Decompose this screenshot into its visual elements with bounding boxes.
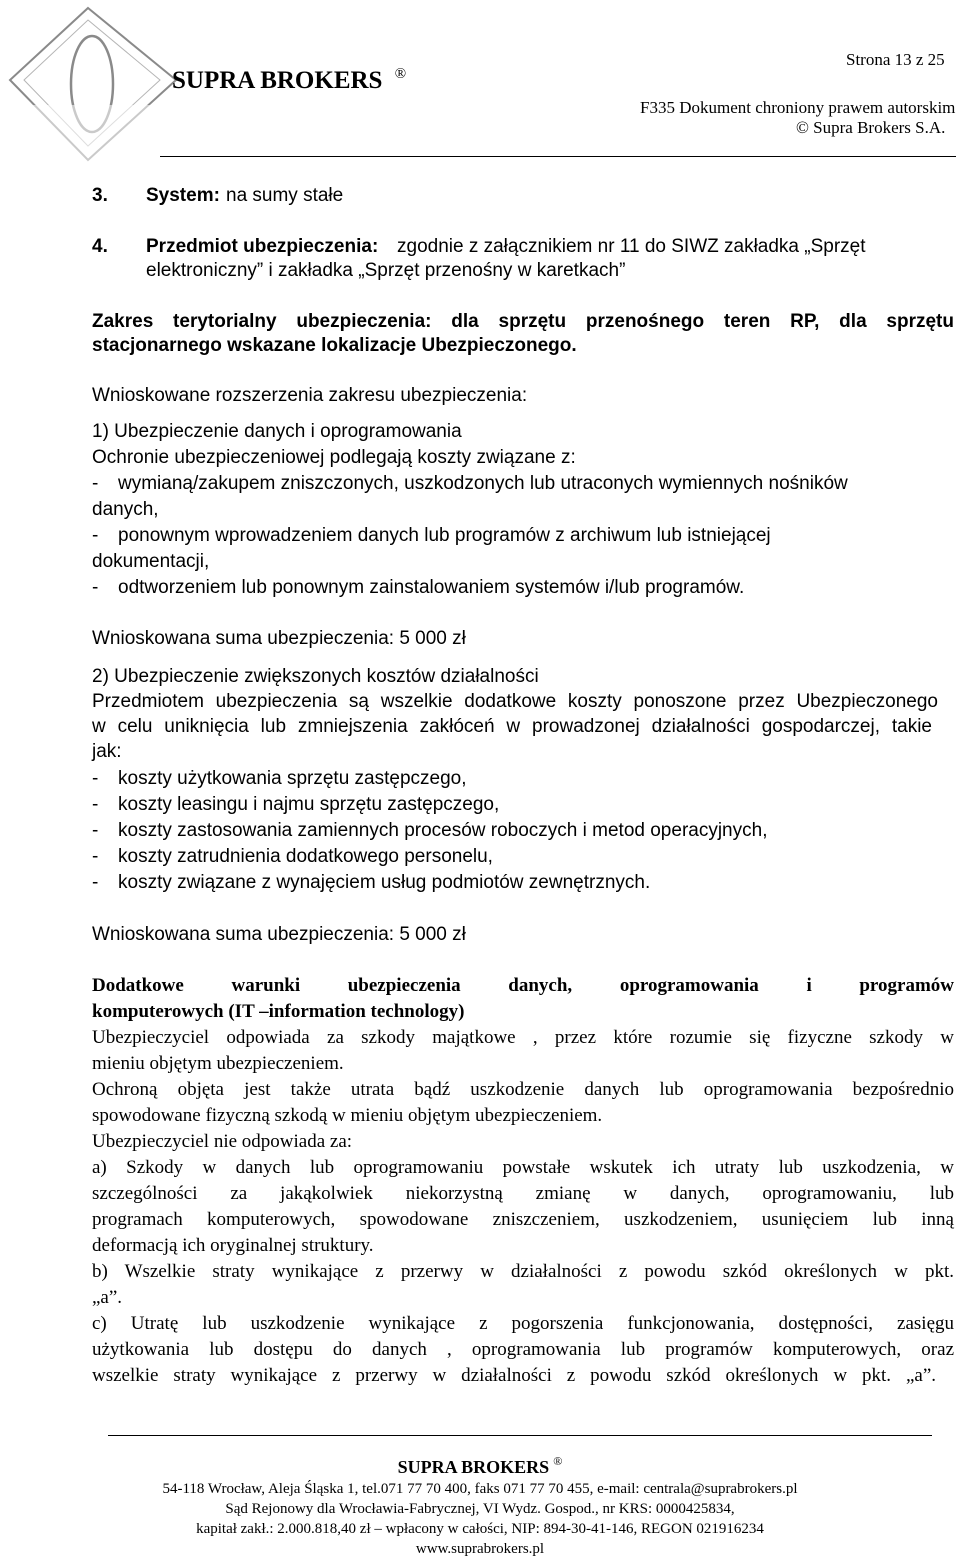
ext2-item-text: koszty leasingu i najmu sprzętu zastępczego, xyxy=(118,794,500,815)
ext2-intro-2: w celu uniknięcia lub zmniejszenia zakłóceń w prowadzonej działalności gospodarczej, takie xyxy=(92,716,932,737)
section-3-text: na sumy stałe xyxy=(226,185,344,206)
supra-brokers-logo-icon xyxy=(0,0,190,180)
section-4-text-2: elektroniczny” i zakładka „Sprzęt przenośny w karetkach” xyxy=(146,260,626,281)
additional-p2-line-1: Ochroną objęta jest także utrata bądź uszkodzenie danych lub oprogramowania bezpośrednio xyxy=(92,1079,954,1100)
page-number: Strona 13 z 25 xyxy=(846,50,945,69)
ext1-item-3-text: odtworzeniem lub ponownym zainstalowaniem systemów i/lub programów. xyxy=(118,577,745,598)
ext1-item-1-text: wymianą/zakupem zniszczonych, uszkodzonych lub utraconych wymiennych nośników xyxy=(118,473,848,494)
section-3 xyxy=(92,183,344,209)
ext1-title: 1) Ubezpieczenie danych i oprogramowania xyxy=(92,421,462,442)
ext2-item-text: koszty zatrudnienia dodatkowego personelu, xyxy=(118,846,493,867)
ext1-item-1-cont: danych, xyxy=(92,499,159,520)
footer-brand xyxy=(0,1454,960,1478)
footer-website-link[interactable]: www.suprabrokers.pl xyxy=(415,1541,545,1557)
header-brand xyxy=(172,66,406,95)
footer-capital: kapitał zakł.: 2.000.818,40 zł – wpłacony w całości, NIP: 894-30-41-146, REGON 021916234 xyxy=(196,1521,764,1537)
ext2-item-text: koszty zastosowania zamiennych procesów roboczych i metod operacyjnych, xyxy=(118,820,768,841)
extensions-heading: Wnioskowane rozszerzenia zakresu ubezpieczenia: xyxy=(92,385,528,406)
additional-title-2: komputerowych (IT –information technology) xyxy=(92,1001,465,1022)
ext2-item-text: koszty użytkowania sprzętu zastępczego, xyxy=(118,768,467,789)
additional-c-line-1: c) Utratę lub uszkodzenie wynikające z pogorszenia funkcjonowania, dostępności, zasięgu xyxy=(92,1313,954,1334)
additional-p3: Ubezpieczyciel nie odpowiada za: xyxy=(92,1131,353,1152)
additional-p2-line-2: spowodowane fizyczną szkodą w mieniu objętym ubezpieczeniem. xyxy=(92,1105,603,1126)
ext2-intro-3: jak: xyxy=(92,741,122,762)
territory-line-2: stacjonarnego wskazane lokalizacje Ubezpieczonego. xyxy=(92,335,577,356)
ext1-sum: Wnioskowana suma ubezpieczenia: 5 000 zł xyxy=(92,628,466,649)
ext2-item-text: koszty związane z wynajęciem usług podmiotów zewnętrznych. xyxy=(118,872,651,893)
additional-p1-line-2: mieniu objętym ubezpieczeniem. xyxy=(92,1053,344,1074)
ext2-sum: Wnioskowana suma ubezpieczenia: 5 000 zł xyxy=(92,924,466,945)
registered-mark: ® xyxy=(394,66,407,82)
footer-rule xyxy=(108,1435,932,1436)
additional-a-line-1: a) Szkody w danych lub oprogramowaniu powstałe wskutek ich utraty lub uszkodzenia, w xyxy=(92,1157,954,1178)
section-4-text-1: zgodnie z załącznikiem nr 11 do SIWZ zakładka „Sprzęt xyxy=(397,236,866,257)
protected-doc-note: F335 Dokument chroniony prawem autorskim xyxy=(640,98,956,117)
additional-b-line-2: „a”. xyxy=(92,1287,123,1308)
section-4-label: Przedmiot ubezpieczenia: xyxy=(146,236,379,257)
additional-a-line-4: deformacją ich oryginalnej struktury. xyxy=(92,1235,374,1256)
footer-address: 54-118 Wrocław, Aleja Śląska 1, tel.071 77 70 400, faks 071 77 70 455, e-mail: centrala@suprabrokers.pl xyxy=(162,1481,798,1497)
additional-title-1: Dodatkowe warunki ubezpieczenia danych, oprogramowania i programów xyxy=(92,975,954,996)
ext1-intro: Ochronie ubezpieczeniowej podlegają koszty związane z: xyxy=(92,447,576,468)
footer-court: Sąd Rejonowy dla Wrocławia-Fabrycznej, VI Wydz. Gospod., nr KRS: 0000425834, xyxy=(225,1501,735,1517)
header-rule xyxy=(160,156,956,157)
section-3-label: System: xyxy=(146,185,220,206)
additional-b-line-1: b) Wszelkie straty wynikające z przerwy w działalności z powodu szkód określonych w pkt. xyxy=(92,1261,954,1282)
copyright-note: © Supra Brokers S.A. xyxy=(796,118,946,137)
section-4 xyxy=(92,234,952,260)
additional-p1-line-1: Ubezpieczyciel odpowiada za szkody majątkowe , przez które rozumie się fizyczne szkody w xyxy=(92,1027,954,1048)
section-4-number: 4. xyxy=(92,236,108,257)
ext2-intro-1: Przedmiotem ubezpieczenia są wszelkie dodatkowe koszty ponoszone przez Ubezpieczonego xyxy=(92,691,938,712)
header-brand-name: SUPRA BROKERS xyxy=(172,67,383,94)
ext1-item-2-text: ponownym wprowadzeniem danych lub programów z archiwum lub istniejącej xyxy=(118,525,771,546)
additional-c-line-3: wszelkie straty wynikające z przerwy w działalności z powodu szkód określonych w pkt. „a”. xyxy=(92,1365,936,1386)
footer-brand-name: SUPRA BROKERS xyxy=(397,1457,550,1477)
ext1-item-2-cont: dokumentacji, xyxy=(92,551,210,572)
additional-a-line-3: programach komputerowych, spowodowane zniszczeniem, uszkodzeniem, usunięciem lub inną xyxy=(92,1209,954,1230)
additional-c-line-2: użytkowania lub dostępu do danych , oprogramowania lub programów komputerowych, oraz xyxy=(92,1339,954,1360)
ext2-title: 2) Ubezpieczenie zwiększonych kosztów działalności xyxy=(92,666,539,687)
additional-a-line-2: szczególności za jakąkolwiek niekorzystną zmianę w danych, oprogramowaniu, lub xyxy=(92,1183,954,1204)
footer-registered-mark: ® xyxy=(553,1454,563,1468)
section-3-number: 3. xyxy=(92,185,108,206)
territory-line-1: Zakres terytorialny ubezpieczenia: dla sprzętu przenośnego teren RP, dla sprzętu xyxy=(92,311,954,332)
